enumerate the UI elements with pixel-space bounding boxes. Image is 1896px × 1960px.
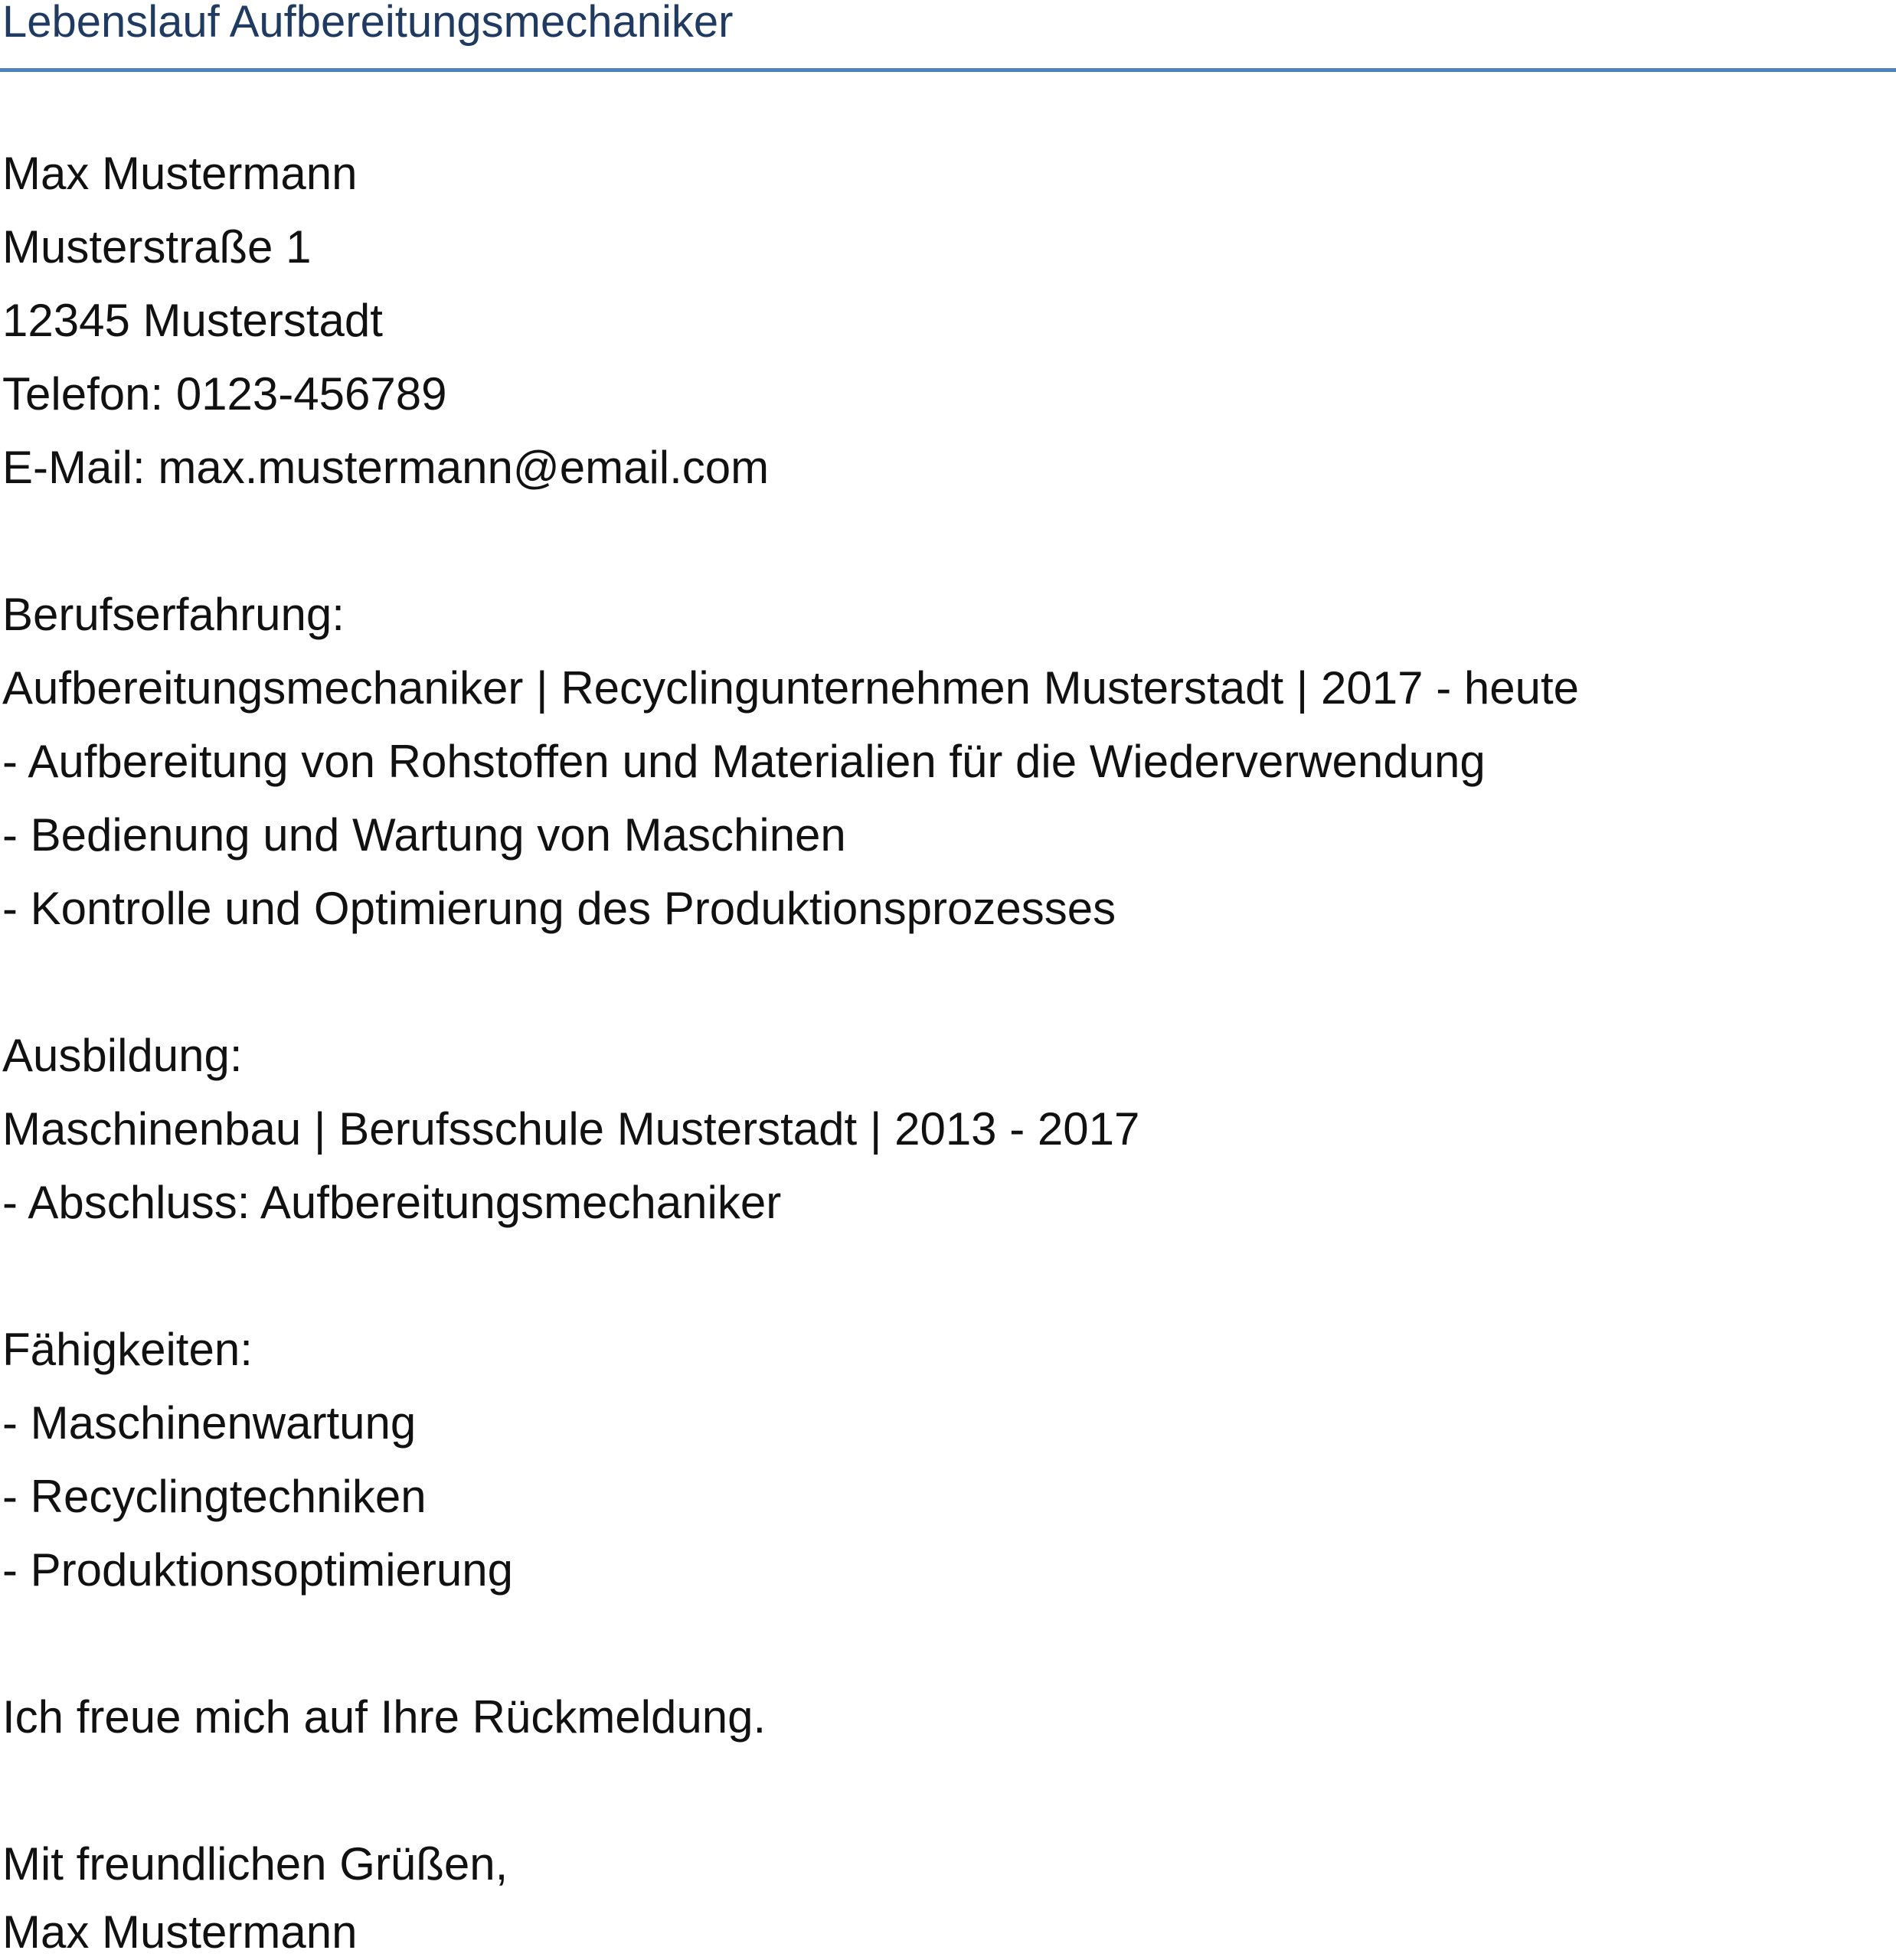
skills-bullet: - Produktionsoptimierung: [2, 1544, 514, 1596]
experience-bullet: - Bedienung und Wartung von Maschinen: [2, 809, 846, 861]
document-title: Lebenslauf Aufbereitungsmechaniker: [2, 0, 734, 47]
contact-phone: Telefon: 0123-456789: [2, 368, 447, 420]
experience-entry: Aufbereitungsmechaniker | Recyclingunternehmen Musterstadt | 2017 - heute: [2, 662, 1579, 714]
closing-salutation: Mit freundlichen Grüßen,: [2, 1838, 508, 1890]
experience-bullet: - Kontrolle und Optimierung des Produktionsprozesses: [2, 883, 1116, 934]
education-entry: Maschinenbau | Berufsschule Musterstadt | 2013 - 2017: [2, 1103, 1140, 1155]
skills-bullet: - Maschinenwartung: [2, 1397, 417, 1449]
experience-bullet: - Aufbereitung von Rohstoffen und Materialien für die Wiederverwendung: [2, 736, 1486, 787]
title-underline-rule: [0, 68, 1896, 72]
contact-name: Max Mustermann: [2, 148, 358, 199]
signature-name: Max Mustermann: [2, 1906, 358, 1958]
education-heading: Ausbildung:: [2, 1030, 243, 1081]
experience-heading: Berufserfahrung:: [2, 589, 345, 640]
skills-bullet: - Recyclingtechniken: [2, 1471, 427, 1522]
closing-text: Ich freue mich auf Ihre Rückmeldung.: [2, 1691, 767, 1743]
contact-city: 12345 Musterstadt: [2, 295, 383, 346]
contact-street: Musterstraße 1: [2, 221, 312, 273]
education-bullet: - Abschluss: Aufbereitungsmechaniker: [2, 1177, 782, 1228]
contact-email: E-Mail: max.mustermann@email.com: [2, 442, 770, 493]
skills-heading: Fähigkeiten:: [2, 1324, 253, 1375]
